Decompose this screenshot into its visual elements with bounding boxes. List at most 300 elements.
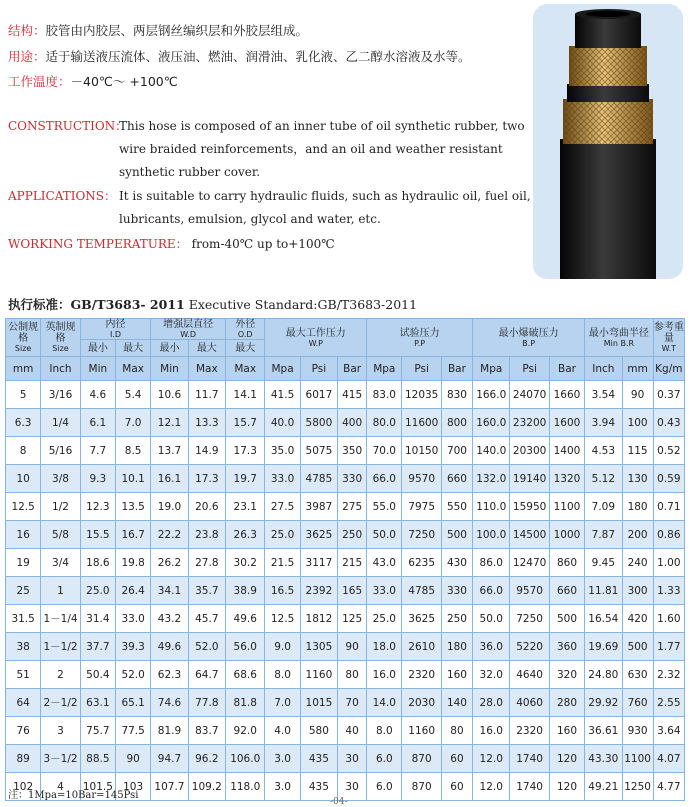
table-cell: 6017 — [300, 381, 337, 409]
unit-cell: Psi — [510, 357, 549, 381]
table-cell: 43.0 — [367, 549, 402, 577]
table-cell: 8.0 — [367, 717, 402, 745]
table-cell: 106.0 — [226, 745, 265, 773]
table-cell: 34.1 — [151, 577, 188, 605]
table-cell: 0.37 — [653, 381, 684, 409]
table-cell: 3.94 — [585, 409, 622, 437]
units-row — [6, 357, 685, 381]
en-construction-line-3: synthetic rubber cover. — [119, 165, 261, 179]
table-cell: 19.69 — [585, 633, 622, 661]
en-application-label — [8, 188, 116, 204]
cn-application-text: 适于输送液压流体、液压油、燃油、润滑油、乳化液、乙二醇水溶液及水等。 — [45, 49, 471, 64]
table-row — [6, 465, 685, 493]
table-cell: 90 — [622, 381, 653, 409]
table-cell: 52.0 — [116, 661, 151, 689]
table-cell: 4.07 — [653, 745, 684, 773]
table-cell: 3625 — [300, 521, 337, 549]
table-cell: 2－1/2 — [41, 689, 80, 717]
table-cell: 25.0 — [367, 605, 402, 633]
table-cell: 760 — [622, 689, 653, 717]
table-cell: 49.21 — [585, 773, 622, 801]
table-cell: 1/4 — [41, 409, 80, 437]
table-cell: 330 — [338, 465, 367, 493]
table-cell: 870 — [402, 773, 441, 801]
table-row — [6, 437, 685, 465]
table-cell: 77.8 — [188, 689, 225, 717]
table-cell: 500 — [549, 605, 584, 633]
table-cell: 10.6 — [151, 381, 188, 409]
table-cell: 12035 — [402, 381, 441, 409]
table-cell: 12.5 — [6, 493, 41, 521]
th-id-en: I.D — [109, 330, 122, 339]
table-cell: 55.0 — [367, 493, 402, 521]
table-cell: 240 — [622, 549, 653, 577]
table-cell: 7.0 — [265, 689, 300, 717]
table-cell: 4640 — [510, 661, 549, 689]
table-cell: 86.0 — [473, 549, 510, 577]
table-cell: 4.0 — [265, 717, 300, 745]
table-row — [6, 689, 685, 717]
table-cell: 800 — [441, 409, 472, 437]
table-cell: 350 — [338, 437, 367, 465]
table-cell: 28.0 — [473, 689, 510, 717]
table-cell: 66.0 — [367, 465, 402, 493]
table-cell: 39.3 — [116, 633, 151, 661]
table-cell: 43.30 — [585, 745, 622, 773]
table-cell: 80 — [338, 661, 367, 689]
table-cell: 27.5 — [265, 493, 300, 521]
table-cell: 37.7 — [80, 633, 115, 661]
table-cell: 435 — [300, 745, 337, 773]
table-cell: 30 — [338, 773, 367, 801]
table-cell: 38 — [6, 633, 41, 661]
table-cell: 115 — [622, 437, 653, 465]
unit-cell: Mpa — [265, 357, 300, 381]
table-cell: 83.7 — [188, 717, 225, 745]
table-cell: 4060 — [510, 689, 549, 717]
table-cell: 9.3 — [80, 465, 115, 493]
table-cell: 4785 — [300, 465, 337, 493]
table-cell: 9.45 — [585, 549, 622, 577]
table-cell: 6.0 — [367, 773, 402, 801]
table-cell: 16.54 — [585, 605, 622, 633]
table-cell: 500 — [622, 633, 653, 661]
table-cell: 9570 — [402, 465, 441, 493]
table-row — [6, 493, 685, 521]
unit-cell: Bar — [338, 357, 367, 381]
table-cell: 3.0 — [265, 773, 300, 801]
table-cell: 16.5 — [265, 577, 300, 605]
table-cell: 43.2 — [151, 605, 188, 633]
table-cell: 140 — [441, 689, 472, 717]
table-row — [6, 661, 685, 689]
table-cell: 36.61 — [585, 717, 622, 745]
unit-cell: Psi — [300, 357, 337, 381]
th-wp — [265, 319, 367, 357]
table-cell: 1－1/2 — [41, 633, 80, 661]
th-br-en: Min B.R — [603, 338, 635, 348]
table-cell: 20300 — [510, 437, 549, 465]
table-cell: 13.3 — [188, 409, 225, 437]
th-br — [585, 319, 654, 357]
table-cell: 75.7 — [80, 717, 115, 745]
unit-cell: Bar — [441, 357, 472, 381]
table-cell: 35.7 — [188, 577, 225, 605]
table-cell: 33.0 — [367, 577, 402, 605]
unit-cell: Inch — [41, 357, 80, 381]
table-cell: 20.6 — [188, 493, 225, 521]
table-row — [6, 717, 685, 745]
table-cell: 5220 — [510, 633, 549, 661]
table-cell: 18.6 — [80, 549, 115, 577]
table-cell: 1305 — [300, 633, 337, 661]
standard-normal: Executive Standard:GB/T3683-2011 — [184, 297, 418, 312]
table-cell: 420 — [622, 605, 653, 633]
table-cell: 52.0 — [188, 633, 225, 661]
table-cell: 5075 — [300, 437, 337, 465]
th-wp-cn: 最大工作压力 — [285, 327, 346, 339]
table-cell: 330 — [441, 577, 472, 605]
th-inch-en: Size — [52, 344, 69, 353]
table-cell: 4 — [41, 773, 80, 801]
table-cell: 6235 — [402, 549, 441, 577]
th-br-cn: 最小弯曲半径 — [588, 327, 649, 339]
table-cell: 31.4 — [80, 605, 115, 633]
table-cell: 64 — [6, 689, 41, 717]
table-cell: 38.9 — [226, 577, 265, 605]
table-cell: 580 — [300, 717, 337, 745]
table-cell: 430 — [441, 549, 472, 577]
table-cell: 36.0 — [473, 633, 510, 661]
table-cell: 12.0 — [473, 773, 510, 801]
table-cell: 25.0 — [265, 521, 300, 549]
cn-construction-text: 胶管由内胶层、两层钢丝编织层和外胶层组成。 — [45, 23, 309, 38]
table-cell: 80.0 — [367, 409, 402, 437]
table-cell: 180 — [441, 633, 472, 661]
table-cell: 160 — [441, 661, 472, 689]
table-cell: 16.7 — [116, 521, 151, 549]
table-cell: 89 — [6, 745, 41, 773]
standard-bold: 执行标准：GB/T3683- 2011 — [8, 297, 185, 312]
table-cell: 100.0 — [473, 521, 510, 549]
table-cell: 11.81 — [585, 577, 622, 605]
table-cell: 300 — [622, 577, 653, 605]
table-cell: 94.7 — [151, 745, 188, 773]
table-cell: 24.80 — [585, 661, 622, 689]
th-wt-en: W.T — [661, 344, 677, 353]
table-cell: 65.1 — [116, 689, 151, 717]
table-cell: 435 — [300, 773, 337, 801]
table-cell: 14.9 — [188, 437, 225, 465]
table-cell: 1000 — [549, 521, 584, 549]
table-cell: 16.1 — [151, 465, 188, 493]
table-cell: 5.12 — [585, 465, 622, 493]
table-cell: 50.0 — [473, 605, 510, 633]
unit-cell: mm — [622, 357, 653, 381]
table-cell: 250 — [338, 521, 367, 549]
table-cell: 25 — [6, 577, 41, 605]
en-construction-label-text: CONSTRUCTION： — [8, 119, 128, 133]
cn-construction — [8, 23, 308, 39]
table-row — [6, 745, 685, 773]
table-cell: 1812 — [300, 605, 337, 633]
en-temp-label: WORKING TEMPERATURE： — [8, 237, 188, 251]
table-cell: 100 — [622, 409, 653, 437]
table-cell: 24070 — [510, 381, 549, 409]
table-cell: 56.0 — [226, 633, 265, 661]
table-cell: 10.1 — [116, 465, 151, 493]
table-cell: 68.6 — [226, 661, 265, 689]
table-cell: 21.5 — [265, 549, 300, 577]
table-cell: 16 — [6, 521, 41, 549]
table-cell: 5800 — [300, 409, 337, 437]
table-cell: 3/8 — [41, 465, 80, 493]
table-cell: 5 — [6, 381, 41, 409]
spec-body — [6, 381, 685, 801]
table-cell: 12.1 — [151, 409, 188, 437]
table-cell: 1015 — [300, 689, 337, 717]
table-cell: 1740 — [510, 745, 549, 773]
table-cell: 3－1/2 — [41, 745, 80, 773]
table-row — [6, 549, 685, 577]
table-cell: 6.0 — [367, 745, 402, 773]
table-cell: 63.1 — [80, 689, 115, 717]
th-od-cn: 外径 — [235, 319, 256, 330]
table-cell: 70.0 — [367, 437, 402, 465]
table-cell: 5/8 — [41, 521, 80, 549]
table-cell: 25.0 — [80, 577, 115, 605]
table-cell: 90 — [338, 633, 367, 661]
table-cell: 92.0 — [226, 717, 265, 745]
th-wp-en: W.P — [308, 338, 323, 348]
cn-temp-label: 工作温度： — [8, 74, 71, 89]
table-cell: 27.8 — [188, 549, 225, 577]
table-cell: 200 — [622, 521, 653, 549]
table-cell: 1320 — [549, 465, 584, 493]
table-cell: 11.7 — [188, 381, 225, 409]
table-cell: 14500 — [510, 521, 549, 549]
table-cell: 700 — [441, 437, 472, 465]
table-cell: 1160 — [300, 661, 337, 689]
cn-construction-label: 结构： — [8, 23, 46, 38]
table-cell: 400 — [338, 409, 367, 437]
table-cell: 0.59 — [653, 465, 684, 493]
table-cell: 62.3 — [151, 661, 188, 689]
table-cell: 2 — [41, 661, 80, 689]
table-cell: 120 — [549, 773, 584, 801]
th-size — [6, 319, 41, 357]
table-cell: 32.0 — [473, 661, 510, 689]
table-cell: 23200 — [510, 409, 549, 437]
table-cell: 74.6 — [151, 689, 188, 717]
table-cell: 110.0 — [473, 493, 510, 521]
table-cell: 5/16 — [41, 437, 80, 465]
table-row — [6, 381, 685, 409]
table-cell: 19140 — [510, 465, 549, 493]
table-cell: 160 — [549, 717, 584, 745]
table-cell: 30.2 — [226, 549, 265, 577]
table-row — [6, 521, 685, 549]
table-cell: 12470 — [510, 549, 549, 577]
th-wd-max: 最大 — [188, 340, 225, 357]
table-cell: 26.4 — [116, 577, 151, 605]
header-row-1 — [6, 319, 685, 340]
table-cell: 3987 — [300, 493, 337, 521]
table-cell: 215 — [338, 549, 367, 577]
table-cell: 1660 — [549, 381, 584, 409]
table-cell: 8.0 — [265, 661, 300, 689]
en-construction-label — [8, 118, 127, 134]
th-od-max: 最大 — [226, 340, 265, 357]
unit-cell: Min — [151, 357, 188, 381]
th-wd — [151, 319, 226, 340]
table-cell: 2.55 — [653, 689, 684, 717]
table-cell: 1100 — [622, 745, 653, 773]
table-cell: 35.0 — [265, 437, 300, 465]
table-cell: 132.0 — [473, 465, 510, 493]
table-cell: 13.5 — [116, 493, 151, 521]
th-od-en: O.D — [237, 330, 253, 339]
en-application-line-2: lubricants, emulsion, glycol and water, etc. — [119, 212, 381, 226]
table-cell: 88.5 — [80, 745, 115, 773]
hose-image — [533, 4, 683, 279]
en-temperature — [8, 236, 335, 252]
th-size-cn: 公制规格 — [8, 322, 39, 344]
en-construction-line-2: wire braided reinforcements，and an oil and weather resistant — [119, 142, 503, 156]
table-cell: 3 — [41, 717, 80, 745]
table-cell: 4.77 — [653, 773, 684, 801]
table-cell: 81.8 — [226, 689, 265, 717]
table-cell: 1400 — [549, 437, 584, 465]
table-cell: 15.7 — [226, 409, 265, 437]
table-cell: 118.0 — [226, 773, 265, 801]
table-cell: 7250 — [402, 521, 441, 549]
th-bp-en: B.P — [522, 338, 536, 348]
table-cell: 2030 — [402, 689, 441, 717]
table-cell: 870 — [402, 745, 441, 773]
table-cell: 30 — [338, 745, 367, 773]
table-cell: 3625 — [402, 605, 441, 633]
table-cell: 250 — [441, 605, 472, 633]
table-cell: 320 — [549, 661, 584, 689]
table-cell: 4.6 — [80, 381, 115, 409]
unit-cell: Kg/m — [653, 357, 684, 381]
table-cell: 60 — [441, 745, 472, 773]
th-wt-cn: 参考重量 — [653, 322, 684, 344]
table-cell: 19.0 — [151, 493, 188, 521]
en-temp-text: from-40℃ up to+100℃ — [191, 237, 335, 251]
table-cell: 1－1/4 — [41, 605, 80, 633]
table-cell: 22.2 — [151, 521, 188, 549]
table-cell: 3/16 — [41, 381, 80, 409]
spec-table — [5, 318, 685, 801]
th-pp-en: P.P — [414, 338, 426, 348]
hose-illustration — [533, 4, 683, 279]
table-cell: 2392 — [300, 577, 337, 605]
table-cell: 120 — [549, 745, 584, 773]
table-cell: 26.2 — [151, 549, 188, 577]
unit-cell: Inch — [585, 357, 622, 381]
unit-cell: Max — [226, 357, 265, 381]
table-cell: 15950 — [510, 493, 549, 521]
table-cell: 4785 — [402, 577, 441, 605]
table-cell: 7.7 — [80, 437, 115, 465]
table-cell: 16.0 — [367, 661, 402, 689]
en-construction-line-1: This hose is composed of an inner tube of oil synthetic rubber, two — [119, 119, 525, 133]
table-row — [6, 633, 685, 661]
table-cell: 31.5 — [6, 605, 41, 633]
table-cell: 14.1 — [226, 381, 265, 409]
th-pp — [367, 319, 473, 357]
table-cell: 2.32 — [653, 661, 684, 689]
table-cell: 40 — [338, 717, 367, 745]
th-id — [80, 319, 151, 340]
cn-temp-text: －40℃～ +100℃ — [70, 74, 178, 89]
table-cell: 3.64 — [653, 717, 684, 745]
table-cell: 26.3 — [226, 521, 265, 549]
table-cell: 7250 — [510, 605, 549, 633]
th-bp — [473, 319, 585, 357]
table-cell: 660 — [441, 465, 472, 493]
table-cell: 60 — [441, 773, 472, 801]
table-cell: 630 — [622, 661, 653, 689]
table-cell: 140.0 — [473, 437, 510, 465]
table-cell: 101.5 — [80, 773, 115, 801]
table-cell: 5.4 — [116, 381, 151, 409]
table-cell: 3.0 — [265, 745, 300, 773]
table-cell: 96.2 — [188, 745, 225, 773]
table-cell: 51 — [6, 661, 41, 689]
table-cell: 6.3 — [6, 409, 41, 437]
table-cell: 17.3 — [226, 437, 265, 465]
th-inch-cn: 英制规格 — [45, 322, 76, 344]
table-cell: 12.3 — [80, 493, 115, 521]
table-row — [6, 577, 685, 605]
table-cell: 7975 — [402, 493, 441, 521]
table-cell: 180 — [622, 493, 653, 521]
th-wt — [653, 319, 684, 357]
table-cell: 8 — [6, 437, 41, 465]
table-cell: 1.77 — [653, 633, 684, 661]
table-cell: 16.0 — [473, 717, 510, 745]
table-cell: 160.0 — [473, 409, 510, 437]
table-cell: 33.0 — [116, 605, 151, 633]
table-cell: 830 — [441, 381, 472, 409]
table-cell: 415 — [338, 381, 367, 409]
unit-cell: Psi — [402, 357, 441, 381]
table-cell: 3117 — [300, 549, 337, 577]
table-cell: 0.86 — [653, 521, 684, 549]
table-cell: 23.8 — [188, 521, 225, 549]
table-cell: 49.6 — [151, 633, 188, 661]
th-inch — [41, 319, 80, 357]
cn-application — [8, 49, 471, 65]
table-cell: 4.53 — [585, 437, 622, 465]
th-od — [226, 319, 265, 340]
table-cell: 6.1 — [80, 409, 115, 437]
cn-temperature — [8, 74, 178, 90]
table-cell: 275 — [338, 493, 367, 521]
table-cell: 50.4 — [80, 661, 115, 689]
table-cell: 7.0 — [116, 409, 151, 437]
unit-cell: Min — [80, 357, 115, 381]
table-cell: 7.09 — [585, 493, 622, 521]
unit-note: 注：1Mpa=10Bar=145Psi — [8, 790, 139, 801]
table-cell: 130 — [622, 465, 653, 493]
table-cell: 12.0 — [473, 745, 510, 773]
th-id-max: 最大 — [116, 340, 151, 357]
table-cell: 8.5 — [116, 437, 151, 465]
